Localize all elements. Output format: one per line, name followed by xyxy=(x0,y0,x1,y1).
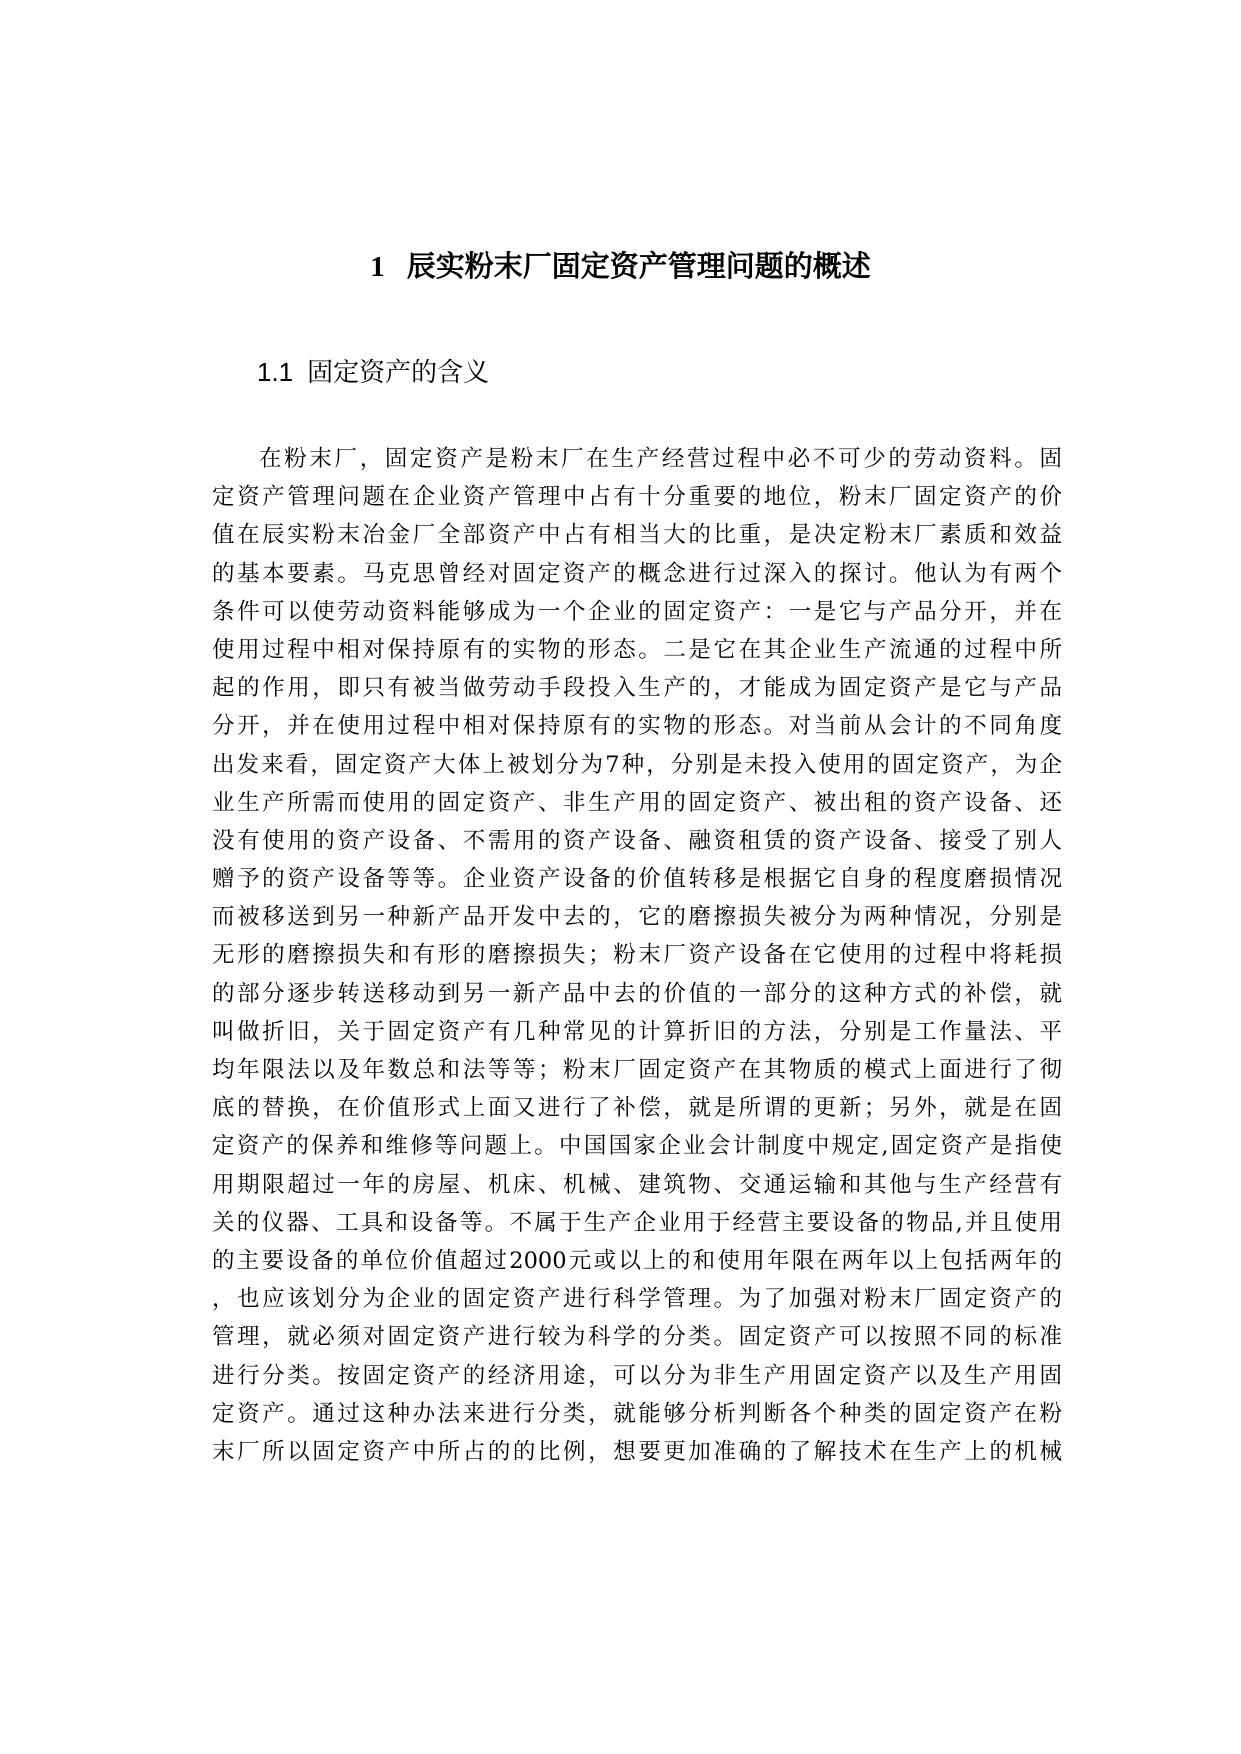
chapter-title-text: 辰实粉末厂固定资产管理问题的概述 xyxy=(406,249,871,283)
text-line: 定资产。通过这种办法来进行分类，就能够分析判断各个种类的固定资产在粉 xyxy=(212,1400,1062,1427)
text-line: 而被移送到另一种新产品开发中去的，它的磨擦损失被分为两种情况，分别是 xyxy=(212,904,1062,931)
text-line: 分开，并在使用过程中相对保持原有的实物的形态。对当前从会计的不同角度 xyxy=(212,713,1062,740)
text-line: 业生产所需而使用的固定资产、非生产用的固定资产、被出租的资产设备、还 xyxy=(212,789,1062,816)
section-title-text: 固定资产的含义 xyxy=(307,358,490,388)
text-line: 赠予的资产设备等等。企业资产设备的价值转移是根据它自身的程度磨损情况 xyxy=(212,866,1062,893)
chapter-heading xyxy=(0,246,1241,287)
section-number: 1.1 xyxy=(257,357,294,387)
chapter-number: 1 xyxy=(370,251,385,283)
text-line: 进行分类。按固定资产的经济用途，可以分为非生产用固定资产以及生产用固 xyxy=(212,1362,1062,1389)
text-line: 均年限法以及年数总和法等等；粉末厂固定资产在其物质的模式上面进行了彻 xyxy=(212,1057,1062,1083)
text-line: 起的作用，即只有被当做劳动手段投入生产的，才能成为固定资产是它与产品 xyxy=(212,675,1062,702)
text-line: 的部分逐步转送移动到另一新产品中去的价值的一部分的这种方式的补偿，就 xyxy=(212,980,1062,1007)
text-line: 值在辰实粉末冶金厂全部资产中占有相当大的比重，是决定粉末厂素质和效益 xyxy=(212,522,1062,549)
text-line: 定资产管理问题在企业资产管理中占有十分重要的地位，粉末厂固定资产的价 xyxy=(212,484,1062,511)
text-line: 末厂所以固定资产中所占的的比例，想要更加准确的了解技术在生产上的机械 xyxy=(212,1438,1062,1465)
text-line: 在粉末厂，固定资产是粉末厂在生产经营过程中必不可少的劳动资料。固 xyxy=(259,446,1062,472)
text-line: 使用过程中相对保持原有的实物的形态。二是它在其企业生产流通的过程中所 xyxy=(212,636,1062,663)
text-line: 用期限超过一年的房屋、机床、机械、建筑物、交通运输和其他与生产经营有 xyxy=(212,1171,1062,1198)
text-line: 的主要设备的单位价值超过2000元或以上的和使用年限在两年以上包括两年的 xyxy=(212,1247,1062,1274)
section-heading xyxy=(257,352,489,393)
text-line: 无形的磨擦损失和有形的磨擦损失；粉末厂资产设备在它使用的过程中将耗损 xyxy=(212,942,1062,969)
text-line: 底的替换，在价值形式上面又进行了补偿，就是所谓的更新；另外，就是在固 xyxy=(212,1095,1062,1122)
text-line: 管理，就必须对固定资产进行较为科学的分类。固定资产可以按照不同的标准 xyxy=(212,1324,1062,1351)
body-paragraph xyxy=(212,440,1062,1471)
text-line: 没有使用的资产设备、不需用的资产设备、融资租赁的资产设备、接受了别人 xyxy=(212,827,1062,854)
text-line: 定资产的保养和维修等问题上。中国国家企业会计制度中规定,固定资产是指使 xyxy=(212,1133,1062,1160)
text-line: 关的仪器、工具和设备等。不属于生产企业用于经营主要设备的物品,并且使用 xyxy=(212,1209,1062,1236)
text-line: 的基本要素。马克思曾经对固定资产的概念进行过深入的探讨。他认为有两个 xyxy=(212,560,1062,587)
text-line: 叫做折旧，关于固定资产有几种常见的计算折旧的方法，分别是工作量法、平 xyxy=(212,1018,1062,1045)
text-line: 条件可以使劳动资料能够成为一个企业的固定资产：一是它与产品分开，并在 xyxy=(212,598,1062,625)
text-line: ，也应该划分为企业的固定资产进行科学管理。为了加强对粉末厂固定资产的 xyxy=(212,1286,1062,1313)
text-line: 出发来看，固定资产大体上被划分为7种，分别是未投入使用的固定资产，为企 xyxy=(212,751,1062,778)
